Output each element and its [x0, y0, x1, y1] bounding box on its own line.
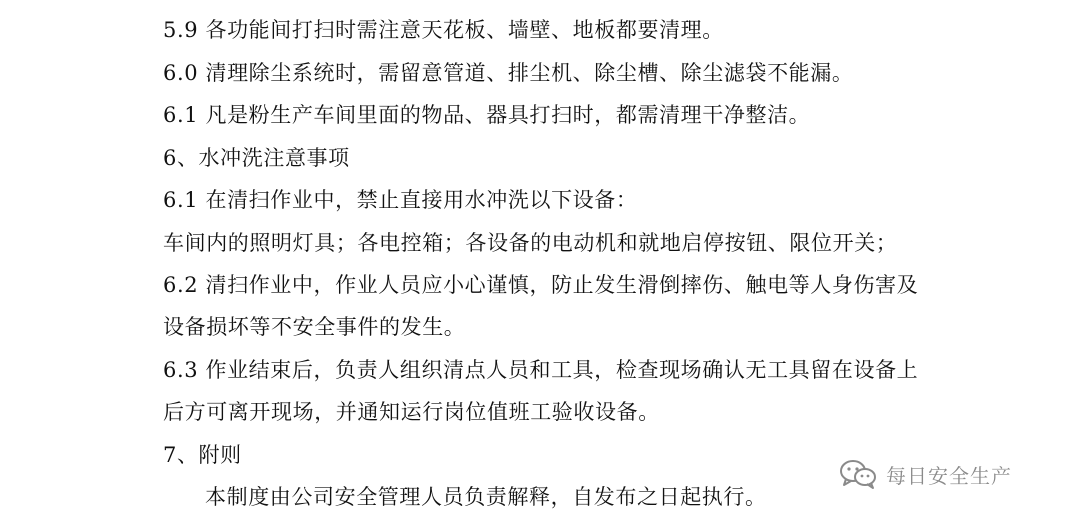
- text-line-final: 本制度由公司安全管理人员负责解释，自发布之日起执行。: [205, 485, 767, 509]
- text-line-6-3-cont: 后方可离开现场，并通知运行岗位值班工验收设备。: [163, 400, 660, 424]
- section-heading-7: 7、附则: [163, 443, 242, 467]
- section-heading-6: 6、水冲洗注意事项: [163, 146, 350, 170]
- watermark: [838, 458, 1012, 490]
- watermark-text: 每日安全生产: [886, 463, 1012, 488]
- text-line-6-1-b: 6.1 在清扫作业中，禁止直接用水冲洗以下设备：: [163, 188, 638, 212]
- wechat-icon: [838, 458, 878, 490]
- text-line-6-2-cont: 设备损坏等不安全事件的发生。: [163, 315, 466, 339]
- text-line-equipment: 车间内的照明灯具；各电控箱；各设备的电动机和就地启停按钮、限位开关；: [163, 231, 898, 255]
- text-line-6-2: 6.2 清扫作业中，作业人员应小心谨慎，防止发生滑倒摔伤、触电等人身伤害及: [163, 273, 919, 297]
- text-line-6-3: 6.3 作业结束后，负责人组织清点人员和工具，检查现场确认无工具留在设备上: [163, 358, 919, 382]
- text-line-6-1: 6.1 凡是粉生产车间里面的物品、器具打扫时，都需清理干净整洁。: [163, 103, 811, 127]
- text-line-5-9: 5.9 各功能间打扫时需注意天花板、墙壁、地板都要清理。: [163, 18, 724, 42]
- text-line-6-0: 6.0 清理除尘系统时，需留意管道、排尘机、除尘槽、除尘滤袋不能漏。: [163, 61, 854, 85]
